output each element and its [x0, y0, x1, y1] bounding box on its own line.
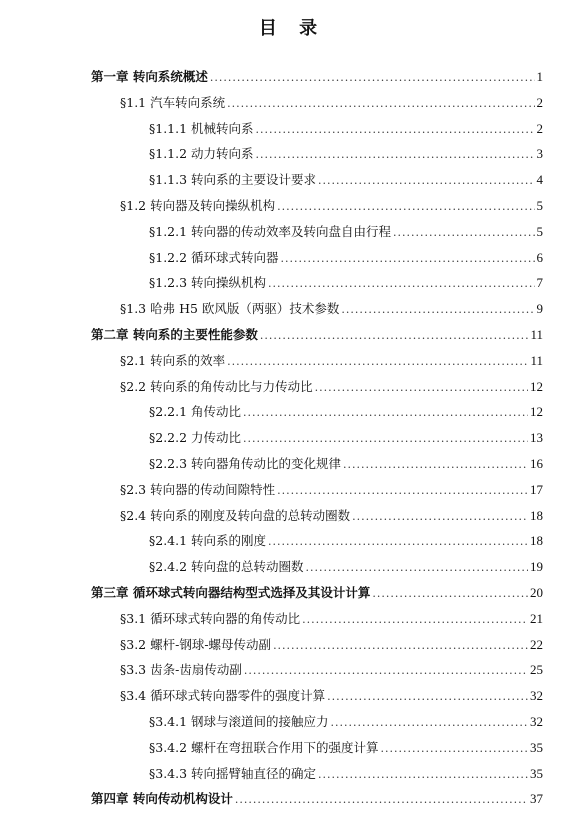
toc-page-number: 17 — [530, 481, 543, 497]
toc-entry-label: §2.2.2 力传动比 — [149, 430, 242, 446]
toc-entry-label: §2.2 转向系的角传动比与力传动比 — [120, 378, 313, 394]
toc-entry-label: §1.1.3 转向系的主要设计要求 — [149, 172, 317, 188]
toc-page-number: 35 — [530, 765, 543, 781]
toc-subsection-entry — [91, 399, 543, 425]
toc-subsection-entry — [91, 167, 543, 193]
toc-entry-label: §1.2.2 循环球式转向器 — [149, 249, 279, 265]
toc-subsection-entry — [91, 554, 543, 580]
toc-dot-leader — [243, 400, 528, 426]
toc-page-number: 20 — [530, 584, 543, 600]
toc-dot-leader — [372, 581, 528, 607]
toc-dot-leader — [341, 297, 534, 323]
toc-entry-label: §2.1 转向系的效率 — [120, 352, 226, 368]
toc-entry-label: §1.2.3 转向操纵机构 — [149, 275, 267, 291]
toc-dot-leader — [268, 529, 528, 555]
toc-entry-label: §3.4.2 螺杆在弯扭联合作用下的强度计算 — [149, 739, 379, 755]
toc-entry-label: 第三章 循环球式转向器结构型式选择及其设计计算 — [91, 584, 371, 600]
toc-section-entry — [91, 348, 543, 374]
toc-subsection-entry — [91, 451, 543, 477]
toc-subsection-entry — [91, 709, 543, 735]
toc-dot-leader — [268, 271, 534, 297]
toc-section-entry — [91, 606, 543, 632]
toc-subsection-entry — [91, 425, 543, 451]
toc-page-number: 25 — [530, 662, 543, 678]
toc-section-entry — [91, 374, 543, 400]
toc-dot-leader — [281, 246, 535, 272]
toc-dot-leader — [315, 375, 528, 401]
toc-dot-leader — [306, 555, 528, 581]
toc-entry-label: §1.1.1 机械转向系 — [149, 120, 254, 136]
toc-chapter-entry — [91, 786, 543, 812]
toc-subsection-entry — [91, 735, 543, 761]
toc-entry-label: §1.2.1 转向器的传动效率及转向盘自由行程 — [149, 223, 392, 239]
toc-dot-leader — [318, 762, 528, 788]
toc-dot-leader — [302, 607, 528, 633]
toc-chapter-entry — [91, 64, 543, 90]
toc-entry-label: §2.4.1 转向系的刚度 — [149, 533, 267, 549]
toc-page-number: 16 — [530, 455, 543, 471]
toc-dot-leader — [244, 658, 528, 684]
toc-page-number: 11 — [530, 326, 543, 342]
toc-page-number: 32 — [530, 688, 543, 704]
toc-subsection-entry — [91, 528, 543, 554]
toc-section-entry — [91, 90, 543, 116]
toc-entry-label: 第二章 转向系的主要性能参数 — [91, 326, 258, 342]
toc-page-number: 35 — [530, 739, 543, 755]
toc-entry-label: §1.1.2 动力转向系 — [149, 146, 254, 162]
toc-entry-label: §3.4 循环球式转向器零件的强度计算 — [120, 688, 326, 704]
toc-page-number: 6 — [536, 249, 543, 265]
toc-section-entry — [91, 296, 543, 322]
toc-entry-label: §1.3 哈弗 H5 欧风版（两驱）技术参数 — [120, 301, 340, 317]
toc-page-number: 7 — [536, 275, 543, 291]
toc-entry-label: §1.1 汽车转向系统 — [120, 94, 226, 110]
toc-page-number: 12 — [530, 404, 543, 420]
toc-entry-label: 第四章 转向传动机构设计 — [91, 791, 233, 807]
toc-page-number: 18 — [530, 507, 543, 523]
toc-dot-leader — [393, 220, 534, 246]
toc-section-entry — [91, 632, 543, 658]
toc-page-number: 13 — [530, 430, 543, 446]
toc-section-entry — [91, 193, 543, 219]
toc-subsection-entry — [91, 219, 543, 245]
toc-dot-leader — [256, 117, 535, 143]
toc-page-number: 5 — [536, 223, 543, 239]
toc-subsection-entry — [91, 141, 543, 167]
toc-entry-label: §2.3 转向器的传动间隙特性 — [120, 481, 276, 497]
toc-page-number: 11 — [530, 352, 543, 368]
toc-subsection-entry — [91, 761, 543, 787]
toc-dot-leader — [260, 323, 529, 349]
page-title: 目 录 — [258, 18, 326, 39]
toc-page-number: 5 — [536, 197, 543, 213]
toc-subsection-entry — [91, 245, 543, 271]
toc-dot-leader — [327, 684, 528, 710]
toc-dot-leader — [243, 426, 528, 452]
toc-entry-label: §1.2 转向器及转向操纵机构 — [120, 197, 276, 213]
toc-dot-leader — [343, 452, 528, 478]
toc-section-entry — [91, 657, 543, 683]
toc-dot-leader — [277, 478, 528, 504]
toc-dot-leader — [318, 168, 534, 194]
toc-entry-label: §2.2.1 角传动比 — [149, 404, 242, 420]
toc-entry-label: §3.1 循环球式转向器的角传动比 — [120, 610, 301, 626]
toc-entry-label: §3.4.1 钢球与滚道间的接触应力 — [149, 713, 329, 729]
toc-page-number: 21 — [530, 610, 543, 626]
toc-entry-label: §3.2 螺杆-钢球-螺母传动副 — [120, 636, 272, 652]
toc-entry-label: §2.4 转向系的刚度及转向盘的总转动圈数 — [120, 507, 351, 523]
toc-page-number: 18 — [530, 533, 543, 549]
toc-subsection-entry — [91, 116, 543, 142]
toc-dot-leader — [227, 91, 534, 117]
toc-page-number: 3 — [536, 146, 543, 162]
toc-page-number: 22 — [530, 636, 543, 652]
toc-page-number: 12 — [530, 378, 543, 394]
toc-subsection-entry — [91, 270, 543, 296]
toc-page-number: 4 — [536, 172, 543, 188]
toc-page-number: 1 — [536, 69, 543, 84]
toc-page-number: 19 — [530, 559, 543, 575]
toc-page-number: 9 — [536, 301, 543, 317]
toc-section-entry — [91, 503, 543, 529]
toc-entry-label: 第一章 转向系统概述 — [91, 69, 208, 84]
toc-dot-leader — [210, 65, 535, 91]
toc-entry-label: §3.4.3 转向摇臂轴直径的确定 — [149, 765, 317, 781]
toc-dot-leader — [235, 787, 528, 813]
toc-dot-leader — [227, 349, 528, 375]
toc-entry-label: §2.4.2 转向盘的总转动圈数 — [149, 559, 304, 575]
toc-page-number: 2 — [536, 94, 543, 110]
toc-entry-label: §2.2.3 转向器角传动比的变化规律 — [149, 455, 342, 471]
toc-dot-leader — [277, 194, 534, 220]
table-of-contents — [91, 64, 543, 812]
toc-page-number: 37 — [530, 791, 543, 807]
toc-dot-leader — [256, 142, 535, 168]
toc-section-entry — [91, 477, 543, 503]
toc-dot-leader — [352, 504, 528, 530]
toc-chapter-entry — [91, 580, 543, 606]
toc-dot-leader — [331, 710, 528, 736]
toc-dot-leader — [381, 736, 528, 762]
toc-page-number: 32 — [530, 713, 543, 729]
toc-entry-label: §3.3 齿条-齿扇传动副 — [120, 662, 242, 678]
toc-section-entry — [91, 683, 543, 709]
toc-page-number: 2 — [536, 120, 543, 136]
toc-chapter-entry — [91, 322, 543, 348]
toc-dot-leader — [273, 633, 528, 659]
